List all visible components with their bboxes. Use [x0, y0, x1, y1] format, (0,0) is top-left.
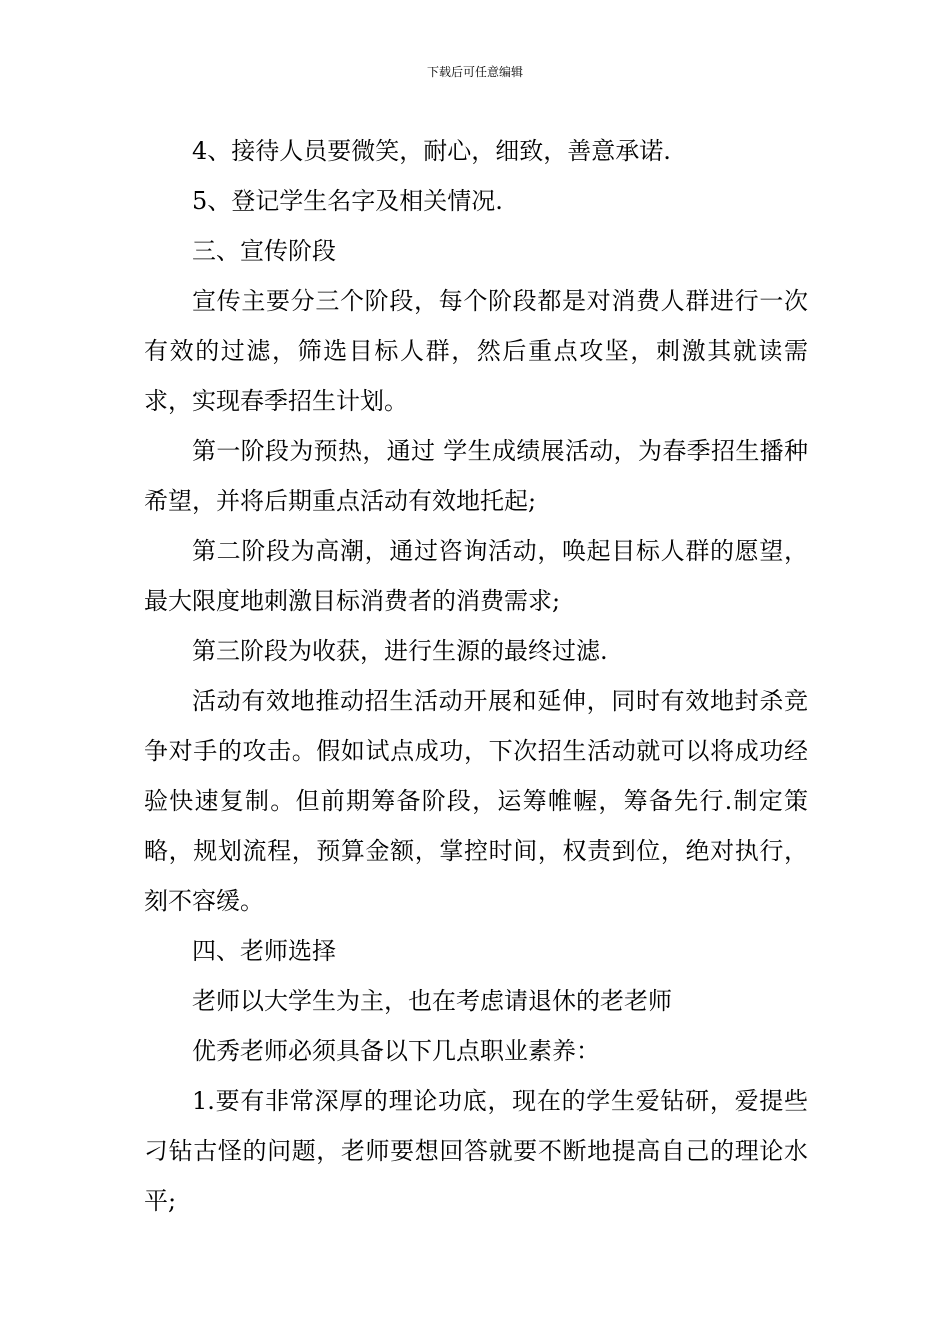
paragraph-quality-one: 1.要有非常深厚的理论功底，现在的学生爱钻研，爱提些刁钻古怪的问题，老师要想回答就要不断地提高自己的理论水平;	[144, 1087, 808, 1215]
paragraph-phase-two: 第二阶段为高潮，通过咨询活动，唤起目标人群的愿望，最大限度地刺激目标消费者的消费需求;	[144, 537, 808, 615]
paragraph-activity-effect: 活动有效地推动招生活动开展和延伸，同时有效地封杀竞争对手的攻击。假如试点成功，下次招生活动就可以将成功经验快速复制。但前期筹备阶段，运筹帷幄，筹备先行.制定策略，规划流程，预算金额，掌控时间，权责到位，绝对执行，刻不容缓。	[144, 687, 808, 915]
paragraph-reception-item-5: 5、登记学生名字及相关情况.	[192, 187, 503, 215]
paragraph-promotion-overview: 宣传主要分三个阶段，每个阶段都是对消费人群进行一次有效的过滤，筛选目标人群，然后重点攻坚，刺激其就读需求，实现春季招生计划。	[144, 287, 808, 415]
paragraph-teacher-source: 老师以大学生为主，也在考虑请退休的老老师	[192, 987, 672, 1015]
section-heading-promotion: 三、宣传阶段	[192, 237, 336, 265]
paragraph-phase-three: 第三阶段为收获，进行生源的最终过滤.	[192, 637, 608, 665]
section-heading-teacher-selection: 四、老师选择	[192, 937, 336, 965]
paragraph-phase-one: 第一阶段为预热，通过 学生成绩展活动，为春季招生播种希望，并将后期重点活动有效地托起;	[144, 437, 808, 515]
document-body	[144, 126, 808, 1226]
paragraph-reception-item-4: 4、接待人员要微笑，耐心，细致，善意承诺.	[192, 137, 671, 165]
page-header: 下载后可任意编辑	[426, 65, 523, 79]
paragraph-teacher-qualities: 优秀老师必须具备以下几点职业素养：	[192, 1037, 600, 1065]
